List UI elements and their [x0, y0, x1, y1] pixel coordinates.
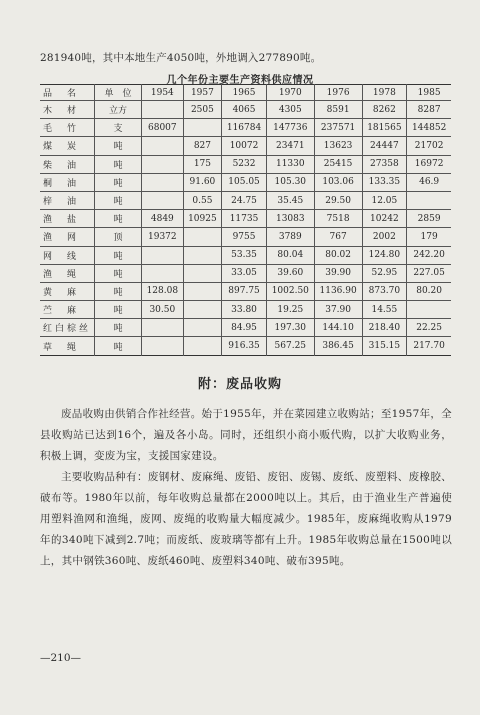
table-cell: 0.55: [183, 191, 222, 209]
table-cell: 9755: [222, 228, 267, 246]
table-cell: 181565: [362, 119, 407, 137]
table-cell: 315.15: [362, 337, 407, 355]
cell-unit: 吨: [95, 337, 142, 355]
table-cell: [142, 101, 184, 119]
table-cell: 916.35: [222, 337, 267, 355]
table-cell: 84.95: [222, 319, 267, 337]
table-cell: 16972: [407, 155, 451, 173]
table-cell: [142, 319, 184, 337]
cell-item-name: 毛 竹: [40, 119, 95, 137]
cell-unit: 吨: [95, 155, 142, 173]
table-cell: 33.80: [222, 301, 267, 319]
table-cell: 5232: [222, 155, 267, 173]
table-cell: [142, 137, 184, 155]
table-cell: 7518: [314, 210, 362, 228]
table-cell: 10242: [362, 210, 407, 228]
table-cell: 567.25: [266, 337, 314, 355]
table-cell: [142, 246, 184, 264]
table-cell: 2859: [407, 210, 451, 228]
table-cell: 80.20: [407, 282, 451, 300]
header-1957: 1957: [183, 85, 222, 101]
header-unit: 单 位: [95, 85, 142, 101]
table-cell: 25415: [314, 155, 362, 173]
table-cell: 175: [183, 155, 222, 173]
table-cell: 116784: [222, 119, 267, 137]
table-cell: 8287: [407, 101, 451, 119]
table-cell: 8262: [362, 101, 407, 119]
table-row: [40, 210, 451, 228]
cell-item-name: 红白棕丝: [40, 319, 95, 337]
cell-item-name: 渔 绳: [40, 264, 95, 282]
table-cell: 8591: [314, 101, 362, 119]
table-cell: 237571: [314, 119, 362, 137]
table-title: 几个年份主要生产资料供应情况: [166, 75, 314, 86]
table-cell: [142, 173, 184, 191]
cell-item-name: 草 绳: [40, 337, 95, 355]
table-cell: [183, 301, 222, 319]
table-row: [40, 137, 451, 155]
table-cell: 144852: [407, 119, 451, 137]
table-row: [40, 282, 451, 300]
table-row: [40, 101, 451, 119]
table-row: [40, 191, 451, 209]
table-header-row: [40, 85, 451, 101]
table-cell: 24.75: [222, 191, 267, 209]
table-cell: [142, 155, 184, 173]
header-name: 品 名: [43, 89, 80, 99]
table-cell: 227.05: [407, 264, 451, 282]
table-cell: 4849: [142, 210, 184, 228]
table-cell: 3789: [266, 228, 314, 246]
page-number: —210—: [40, 652, 82, 664]
table-cell: 128.08: [142, 282, 184, 300]
cell-unit: 吨: [95, 264, 142, 282]
table-cell: 11735: [222, 210, 267, 228]
table-cell: [142, 191, 184, 209]
table-cell: [407, 301, 451, 319]
header-1978: 1978: [362, 85, 407, 101]
table-cell: 218.40: [362, 319, 407, 337]
table-row: [40, 264, 451, 282]
table-cell: 4065: [222, 101, 267, 119]
table-cell: 39.90: [314, 264, 362, 282]
table-cell: 12.05: [362, 191, 407, 209]
table-cell: 19372: [142, 228, 184, 246]
table-cell: 2505: [183, 101, 222, 119]
table-cell: 22.25: [407, 319, 451, 337]
header-1976: 1976: [314, 85, 362, 101]
table-row: [40, 119, 451, 137]
table-cell: 179: [407, 228, 451, 246]
cell-unit: 吨: [95, 246, 142, 264]
table-cell: 197.30: [266, 319, 314, 337]
table-cell: 29.50: [314, 191, 362, 209]
table-cell: [407, 191, 451, 209]
table-cell: 10925: [183, 210, 222, 228]
table-cell: [183, 319, 222, 337]
table-cell: 873.70: [362, 282, 407, 300]
cell-item-name: 网 线: [40, 246, 95, 264]
cell-item-name: 黄 麻: [40, 282, 95, 300]
header-1965: 1965: [222, 85, 267, 101]
paragraph-2: 主要收购品种有：废钢材、废麻绳、废铅、废铝、废锡、废纸、废塑料、废橡胶、破布等。1980年以前，每年收购总量都在2000吨以上。其后，由于渔业生产普遍使用塑料渔网和渔绳，废网、废绳的收购量大幅度减少。1985年，废麻绳收购从1979年的340吨下减到2.7吨；而废纸、废玻璃等都有上升。1985年收购总量在1500吨以上，其中钢铁360吨、废纸460吨、废塑料340吨、破布395吨。: [40, 471, 452, 567]
table-cell: 11330: [266, 155, 314, 173]
table-cell: [142, 337, 184, 355]
table-cell: 767: [314, 228, 362, 246]
table-row: [40, 246, 451, 264]
cell-unit: 吨: [95, 173, 142, 191]
table-cell: 21702: [407, 137, 451, 155]
cell-item-name: 煤 炭: [40, 137, 95, 155]
table-cell: 103.06: [314, 173, 362, 191]
table-cell: 242.20: [407, 246, 451, 264]
cell-unit: 吨: [95, 301, 142, 319]
cell-unit: 吨: [95, 137, 142, 155]
table-cell: 827: [183, 137, 222, 155]
table-cell: 897.75: [222, 282, 267, 300]
cell-unit: 立方: [95, 101, 142, 119]
header-1954: 1954: [142, 85, 184, 101]
table-row: [40, 319, 451, 337]
table-cell: 80.02: [314, 246, 362, 264]
table-cell: 27358: [362, 155, 407, 173]
table-cell: 133.35: [362, 173, 407, 191]
table-cell: 144.10: [314, 319, 362, 337]
table-cell: [183, 264, 222, 282]
table-cell: 105.05: [222, 173, 267, 191]
table-cell: 2002: [362, 228, 407, 246]
supply-table: [40, 84, 451, 356]
cell-unit: 顶: [95, 228, 142, 246]
table-cell: 1136.90: [314, 282, 362, 300]
table-row: [40, 301, 451, 319]
header-1970: 1970: [266, 85, 314, 101]
section-title: 附：废品收购: [197, 377, 282, 392]
cell-item-name: 梓 油: [40, 191, 95, 209]
table-cell: 4305: [266, 101, 314, 119]
table-cell: [183, 337, 222, 355]
table-cell: 13623: [314, 137, 362, 155]
table-cell: 39.60: [266, 264, 314, 282]
paragraph-1: 废品收购由供销合作社经营。始于1955年，并在菜园建立收购站；至1957年，全县收购站已达到16个，遍及各小岛。同时，还组织小商小贩代购，以扩大收购业务，积极上调，变废为宝，支援国家建设。: [40, 408, 452, 462]
table-cell: 105.30: [266, 173, 314, 191]
cell-item-name: 苎 麻: [40, 301, 95, 319]
table-cell: [142, 264, 184, 282]
table-cell: 35.45: [266, 191, 314, 209]
cell-unit: 吨: [95, 210, 142, 228]
table-cell: 53.35: [222, 246, 267, 264]
cell-unit: 吨: [95, 191, 142, 209]
table-row: [40, 228, 451, 246]
table-body: [40, 101, 451, 356]
cell-item-name: 木 材: [40, 101, 95, 119]
table-cell: [183, 282, 222, 300]
intro-text: 281940吨，其中本地生产4050吨，外地调入277890吨。: [40, 52, 322, 64]
cell-unit: 吨: [95, 319, 142, 337]
table-cell: 13083: [266, 210, 314, 228]
cell-item-name: 渔 盐: [40, 210, 95, 228]
header-1985: 1985: [407, 85, 451, 101]
table-cell: [183, 119, 222, 137]
table-cell: 23471: [266, 137, 314, 155]
table-cell: 14.55: [362, 301, 407, 319]
table-cell: 91.60: [183, 173, 222, 191]
table-cell: 1002.50: [266, 282, 314, 300]
cell-unit: 支: [95, 119, 142, 137]
table-cell: 19.25: [266, 301, 314, 319]
table-cell: 37.90: [314, 301, 362, 319]
table-row: [40, 155, 451, 173]
cell-item-name: 柴 油: [40, 155, 95, 173]
table-cell: 147736: [266, 119, 314, 137]
table-cell: 68007: [142, 119, 184, 137]
table-cell: 30.50: [142, 301, 184, 319]
cell-item-name: 渔 网: [40, 228, 95, 246]
table-cell: 33.05: [222, 264, 267, 282]
table-cell: [183, 228, 222, 246]
table-row: [40, 173, 451, 191]
table-cell: 46.9: [407, 173, 451, 191]
table-cell: 10072: [222, 137, 267, 155]
table-cell: 24447: [362, 137, 407, 155]
table-cell: 124.80: [362, 246, 407, 264]
cell-unit: 吨: [95, 282, 142, 300]
table-cell: 52.95: [362, 264, 407, 282]
table-row: [40, 337, 451, 355]
table-cell: 80.04: [266, 246, 314, 264]
table-cell: [183, 246, 222, 264]
cell-item-name: 桐 油: [40, 173, 95, 191]
table-cell: 217.70: [407, 337, 451, 355]
table-cell: 386.45: [314, 337, 362, 355]
